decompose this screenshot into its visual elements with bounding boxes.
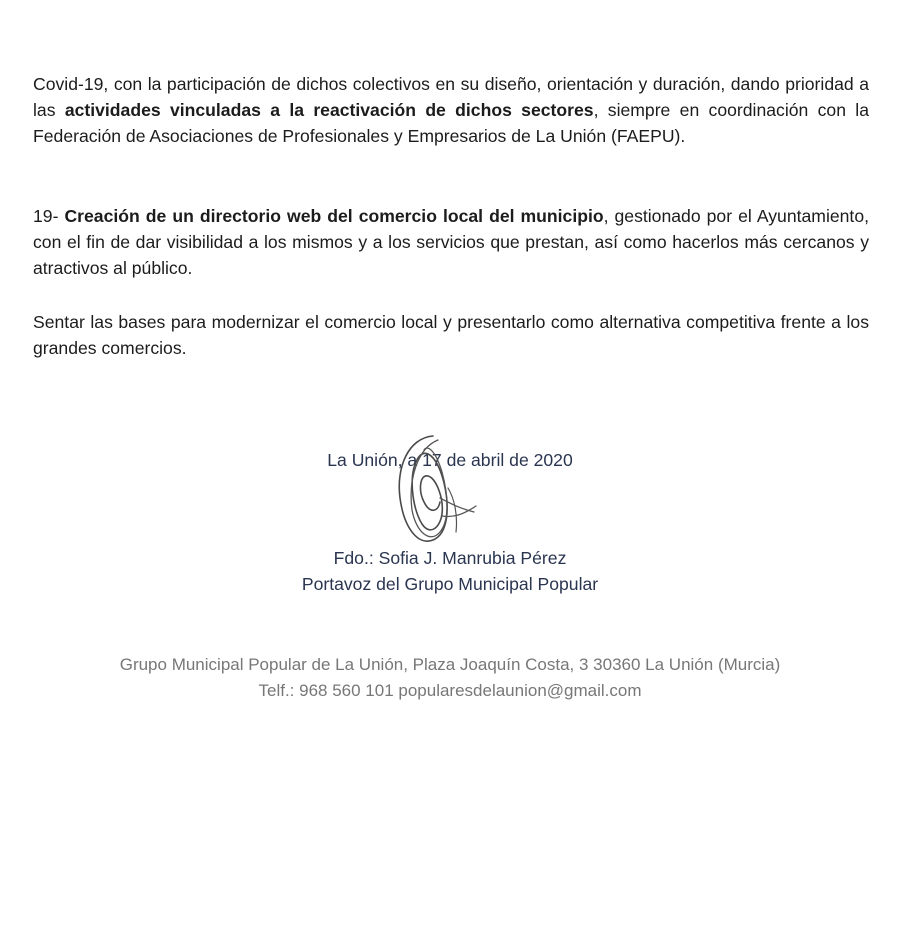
item-number: 19- (33, 206, 65, 226)
paragraph-text: , siempre en coordinación con la Federación de Asociaciones de Profesionales y Empresarios de La Unión (FAEPU). (33, 100, 869, 146)
signer-role: Portavoz del Grupo Municipal Popular (301, 574, 599, 594)
handwritten-signature (378, 428, 488, 558)
paragraph-covid (33, 71, 869, 149)
paragraph-text: Sentar las bases para modernizar el comercio local y presentarlo como alternativa competitiva frente a los grandes comercios. (33, 312, 869, 358)
paragraph-modernize (33, 309, 869, 361)
paragraph-bold-text: Creación de un directorio web del comercio local del municipio (64, 206, 604, 226)
signature-date: La Unión, a 17 de abril de 2020 (327, 450, 573, 470)
signed-by: Fdo.: Sofia J. Manrubia Pérez (333, 548, 567, 568)
paragraph-bold-text: actividades vinculadas a la reactivación de dichos sectores (64, 100, 594, 120)
paragraph-item-19 (33, 203, 869, 281)
paragraph-text: Covid-19, con la participación de dichos colectivos en su diseño, orientación y duración, dando prioridad a las (33, 74, 869, 120)
footer-address: Grupo Municipal Popular de La Unión, Plaza Joaquín Costa, 3 30360 La Unión (Murcia) (119, 655, 781, 674)
footer-contact: Telf.: 968 560 101 popularesdelaunion@gmail.com (258, 681, 642, 700)
paragraph-text: , gestionado por el Ayuntamiento, con el fin de dar visibilidad a los mismos y a los servicios que prestan, así como hacerlos más cercanos y atractivos al público. (33, 206, 869, 278)
